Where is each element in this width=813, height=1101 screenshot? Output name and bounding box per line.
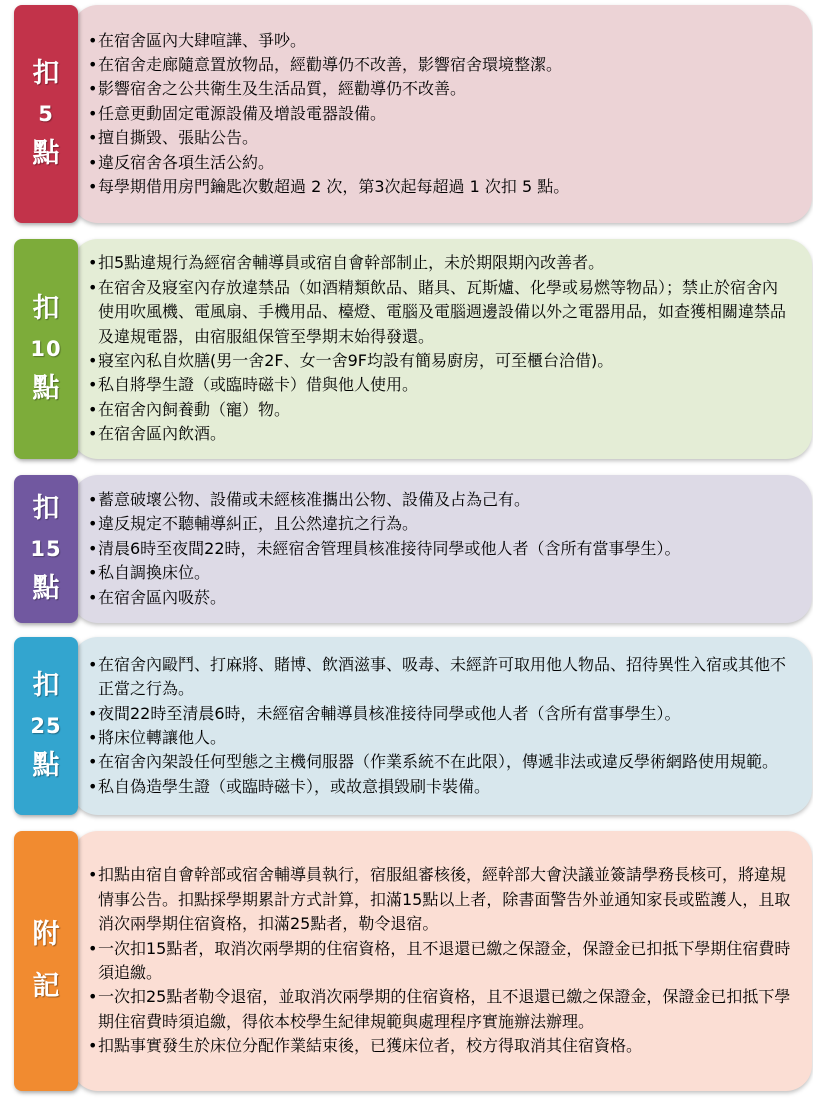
rule-item: • 在宿舍內架設任何型態之主機伺服器（作業系統不在此限），傳遞非法或違反學術網路使用規範。 [88, 750, 792, 774]
rule-item: • 違反宿舍各項生活公約。 [88, 151, 792, 175]
rule-item: • 清晨6時至夜間22時，未經宿舍管理員核准接待同學或他人者（含所有當事學生）。 [88, 537, 792, 561]
rule-item: • 在宿舍區內飲酒。 [88, 422, 792, 446]
rule-item: • 在宿舍內毆鬥、打麻將、賭博、飲酒滋事、吸毒、未經許可取用他人物品、招待異性入宿或其他不正當之行為。 [88, 653, 792, 702]
note-item: • 一次扣15點者，取消次兩學期的住宿資格，且不退還已繳之保證金，保證金已扣抵下學期住宿費時須追繳。 [88, 937, 792, 986]
notes-list [88, 863, 792, 1058]
rule-item: • 在宿舍區內吸菸。 [88, 586, 792, 610]
tab-label-top: 扣 [32, 293, 60, 324]
note-item: • 一次扣25點者勒令退宿，並取消次兩學期的住宿資格，且不退還已繳之保證金，保證金已扣抵下學期住宿費時須追繳，得依本校學生紀律規範與處理程序實施辦法辦理。 [88, 985, 792, 1034]
rule-item: • 在宿舍及寢室內存放違禁品（如酒精類飲品、賭具、瓦斯爐、化學或易燃等物品）；禁止於宿舍內使用吹風機、電風扇、手機用品、檯燈、電腦及電腦週邊設備以外之電器用品，如查獲相關違禁品及違規電器，由宿服組保管至學期末始得發還。 [88, 276, 792, 349]
section-tab [14, 239, 78, 459]
section-deduct-25 [14, 637, 812, 815]
tab-points: 15 [30, 537, 62, 561]
section-tab [14, 831, 78, 1091]
tab-label-bottom: 點 [32, 750, 60, 781]
rules-panel [72, 5, 812, 223]
rule-item: • 影響宿舍之公共衛生及生活品質，經勸導仍不改善。 [88, 77, 792, 101]
rule-item: • 違反規定不聽輔導糾正，且公然違抗之行為。 [88, 512, 792, 536]
section-deduct-10 [14, 239, 812, 459]
rule-item: • 蓄意破壞公物、設備或未經核准攜出公物、設備及占為己有。 [88, 488, 792, 512]
rules-list [88, 653, 792, 799]
tab-label-bottom: 點 [32, 573, 60, 604]
note-item: • 扣點由宿自會幹部或宿舍輔導員執行，宿服組審核後，經幹部大會決議並簽請學務長核可，將違規情事公告。扣點採學期累計方式計算，扣滿15點以上者，除書面警告外並通知家長或監護人，且取消次兩學期住宿資格，扣滿25點者，勒令退宿。 [88, 863, 792, 936]
rules-list [88, 488, 792, 610]
tab-label-top: 附 [32, 919, 60, 950]
rules-panel [72, 475, 812, 623]
tab-points: 10 [30, 337, 62, 361]
tab-label-bottom: 記 [32, 971, 60, 1002]
rule-item: • 夜間22時至清晨6時，未經宿舍輔導員核准接待同學或他人者（含所有當事學生）。 [88, 702, 792, 726]
rule-item: • 在宿舍區內大肆喧譁、爭吵。 [88, 29, 792, 53]
rule-item: • 在宿舍走廊隨意置放物品，經勸導仍不改善，影響宿舍環境整潔。 [88, 53, 792, 77]
rule-item: • 任意更動固定電源設備及增設電器設備。 [88, 102, 792, 126]
rule-item: • 私自偽造學生證（或臨時磁卡），或故意損毀刷卡裝備。 [88, 775, 792, 799]
notes-panel [72, 831, 812, 1091]
rule-item: • 寢室內私自炊膳(男一舍2F、女一舍9F均設有簡易廚房，可至櫃台洽借)。 [88, 349, 792, 373]
rule-item: • 扣5點違規行為經宿舍輔導員或宿自會幹部制止，未於期限期內改善者。 [88, 251, 792, 275]
tab-label-bottom: 點 [32, 373, 60, 404]
section-tab [14, 5, 78, 223]
rule-item: • 每學期借用房門鑰匙次數超過 2 次，第3次起每超過 1 次扣 5 點。 [88, 175, 792, 199]
rule-item: • 私自調換床位。 [88, 561, 792, 585]
section-tab [14, 637, 78, 815]
tab-label-bottom: 點 [32, 138, 60, 169]
rule-item: • 將床位轉讓他人。 [88, 726, 792, 750]
rules-panel [72, 239, 812, 459]
tab-label-top: 扣 [32, 670, 60, 701]
section-deduct-15 [14, 475, 812, 623]
rules-panel [72, 637, 812, 815]
tab-points: 5 [38, 102, 54, 126]
tab-points: 25 [30, 714, 62, 738]
section-deduct-5 [14, 5, 812, 223]
rule-item: • 擅自撕毀、張貼公告。 [88, 126, 792, 150]
note-item: • 扣點事實發生於床位分配作業結束後，已獲床位者，校方得取消其住宿資格。 [88, 1034, 792, 1058]
section-tab [14, 475, 78, 623]
rule-item: • 私自將學生證（或臨時磁卡）借與他人使用。 [88, 373, 792, 397]
rules-list [88, 29, 792, 200]
section-notes [14, 831, 812, 1091]
rule-item: • 在宿舍內飼養動（寵）物。 [88, 398, 792, 422]
tab-label-top: 扣 [32, 493, 60, 524]
rules-list [88, 251, 792, 446]
tab-label-top: 扣 [32, 58, 60, 89]
